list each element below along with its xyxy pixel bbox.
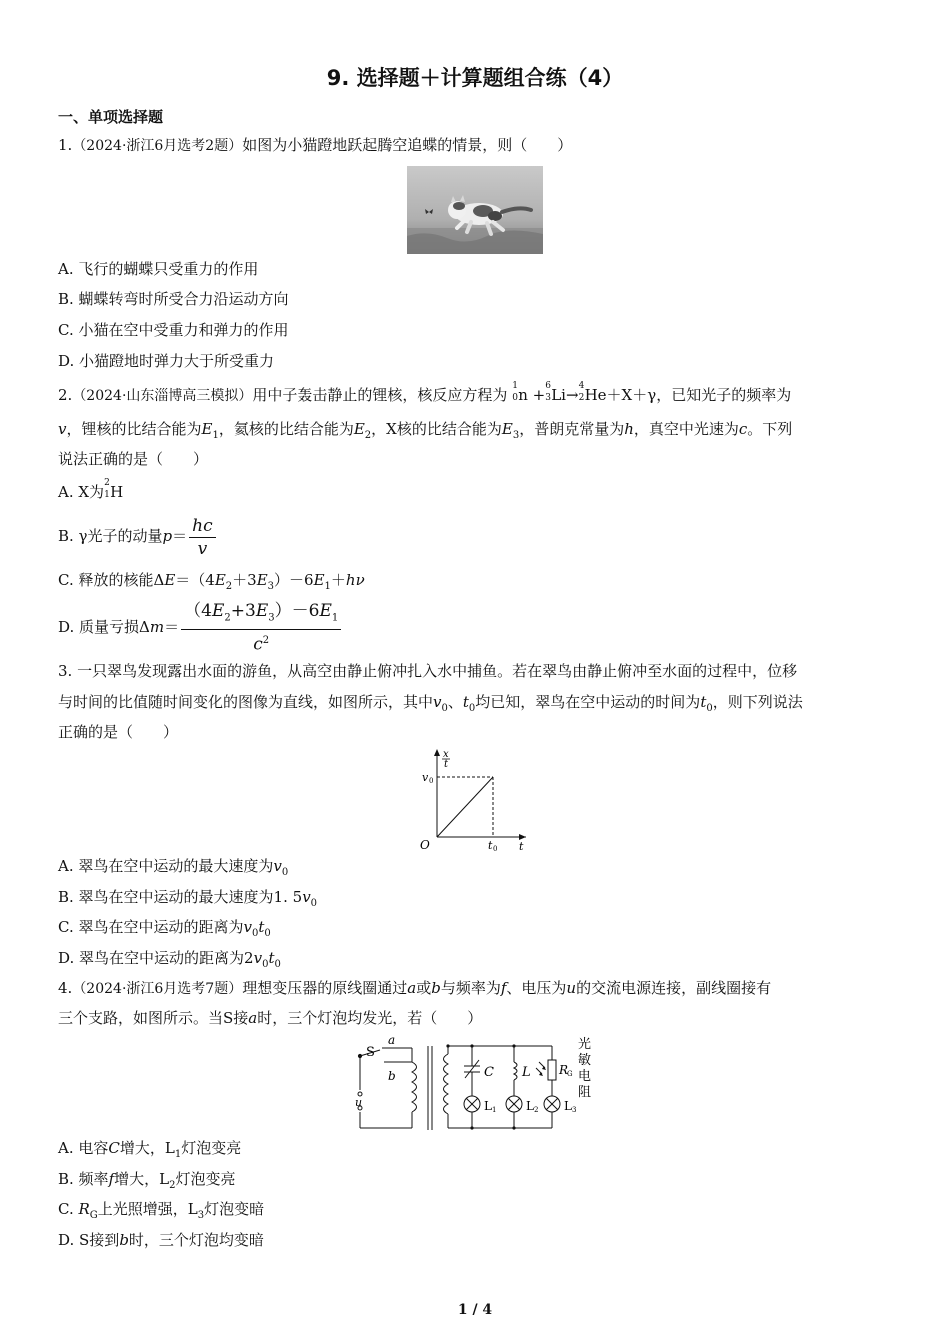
- svg-text:G: G: [567, 1070, 573, 1078]
- q3-option-c: C. 翠鸟在空中运动的距离为$v_0t_0$: [58, 918, 271, 939]
- q3-stem-line2: 与时间的比值随时间变化的图像为直线，如图所示，其中$v_0$、$t_0$均已知，翠鸟在空中运动的时间为$t_0$，则下列说法: [58, 693, 803, 714]
- q2-stem-line2: v，锂核的比结合能为$E_1$，氦核的比结合能为$E_2$，X核的比结合能为$E_3$，普朗克常量为h，真空中光速为c。下列: [58, 420, 793, 441]
- cat-butterfly-photo: [407, 166, 543, 254]
- page-title: 9. 选择题＋计算题组合练（4）: [326, 66, 624, 90]
- q4-stem-line1: 4.（2024·浙江6月选考7题）理想变压器的原线圈通过a或b与频率为f、电压为u的交流电源连接，副线圈接有: [58, 979, 772, 997]
- q3-stem-line3: 正确的是（ ）: [58, 723, 179, 741]
- q4-option-d: D. S接到b时，三个灯泡均变暗: [58, 1231, 264, 1249]
- page-number: 1 / 4: [457, 1302, 493, 1318]
- svg-text:0: 0: [429, 777, 434, 785]
- q3-stem-line1: 3. 一只翠鸟发现露出水面的游鱼，从高空由静止俯冲扎入水中捕鱼。若在翠鸟由静止俯冲至水面的过程中，位移: [58, 662, 798, 680]
- q1-stem: 1.（2024·浙江6月选考2题）如图为小猫蹬地跃起腾空追蝶的情景，则（ ）: [58, 136, 573, 154]
- transformer-circuit-diagram: [352, 1032, 602, 1134]
- q2-stem-line1: 2.（2024·山东淄博高三模拟）用中子轰击静止的锂核，核反应方程为 1 0 n + 6 3 Li→ 4 2 He＋X＋γ，已知光子的频率为: [58, 381, 792, 404]
- q2-stem-line3: 说法正确的是（ ）: [58, 450, 209, 468]
- graph-v0-label: v: [422, 771, 429, 784]
- q4-option-b: B. 频率f增大，$L_2$灯泡变亮: [58, 1170, 236, 1191]
- q2-option-d: D. 质量亏损Δm＝ $\frac{(4E_2+3E_3)-6E_1}{c^2}$: [58, 600, 343, 656]
- q3-option-b: B. 翠鸟在空中运动的最大速度为1. $5v_0$: [58, 888, 318, 909]
- q4-option-c: C. $R_G$上光照增强，$L_3$灯泡变暗: [58, 1200, 265, 1221]
- graph-y-label-top: x: [443, 749, 449, 760]
- lamp3-label: L: [564, 1099, 572, 1113]
- graph-x-axis-label: t: [519, 840, 524, 853]
- terminal-b-label: b: [388, 1069, 396, 1083]
- graph-origin-label: O: [420, 838, 430, 852]
- lamp2-label: L: [526, 1099, 534, 1113]
- q2-option-b: B. γ光子的动量p＝ $\frac{hc}{v}$: [58, 514, 218, 560]
- q3-option-d: D. 翠鸟在空中运动的距离为$2v_0t_0$: [58, 949, 281, 970]
- section-heading: 一、单项选择题: [58, 108, 164, 126]
- graph-t0-label: t: [488, 839, 493, 852]
- nuclear-equation: 1 0 n + 6 3 Li→ 4 2 He＋X＋γ: [512, 381, 657, 404]
- photo-label-1: 光: [578, 1037, 592, 1052]
- q3-option-a: A. 翠鸟在空中运动的最大速度为$v_0$: [58, 857, 289, 878]
- q1-option-a: A. 飞行的蝴蝶只受重力的作用: [58, 260, 259, 278]
- svg-text:3: 3: [572, 1106, 577, 1114]
- graph-y-label-bottom: t: [444, 759, 449, 770]
- inductor-label: L: [522, 1065, 531, 1080]
- capacitor-label: C: [484, 1065, 494, 1080]
- q2-option-c: C. 释放的核能$\Delta E=(4E_2+3E_3)-6E_1+h\nu$: [58, 571, 365, 592]
- photo-label-3: 电: [578, 1069, 592, 1084]
- photo-label-4: 阻: [578, 1085, 592, 1100]
- q2-option-a: A. X为 2 1 H: [58, 478, 124, 501]
- terminal-a-label: a: [388, 1033, 396, 1047]
- svg-text:1: 1: [492, 1106, 497, 1114]
- lamp1-label: L: [484, 1099, 492, 1113]
- q1-option-b: B. 蝴蝶转弯时所受合力沿运动方向: [58, 290, 289, 308]
- svg-text:2: 2: [534, 1106, 539, 1114]
- switch-label: S: [366, 1045, 375, 1060]
- q4-option-a: A. 电容C增大，$L_1$灯泡变亮: [58, 1139, 242, 1160]
- svg-text:0: 0: [493, 845, 498, 853]
- q1-option-d: D. 小猫蹬地时弹力大于所受重力: [58, 352, 275, 370]
- q1-option-c: C. 小猫在空中受重力和弹力的作用: [58, 321, 289, 339]
- q4-stem-line2: 三个支路，如图所示。当S接a时，三个灯泡均发光，若（ ）: [58, 1009, 483, 1027]
- source-u-label: u: [355, 1096, 363, 1109]
- photo-label-2: 敏: [578, 1053, 592, 1068]
- velocity-time-graph: [418, 745, 530, 853]
- photoresistor-label: R: [559, 1063, 569, 1077]
